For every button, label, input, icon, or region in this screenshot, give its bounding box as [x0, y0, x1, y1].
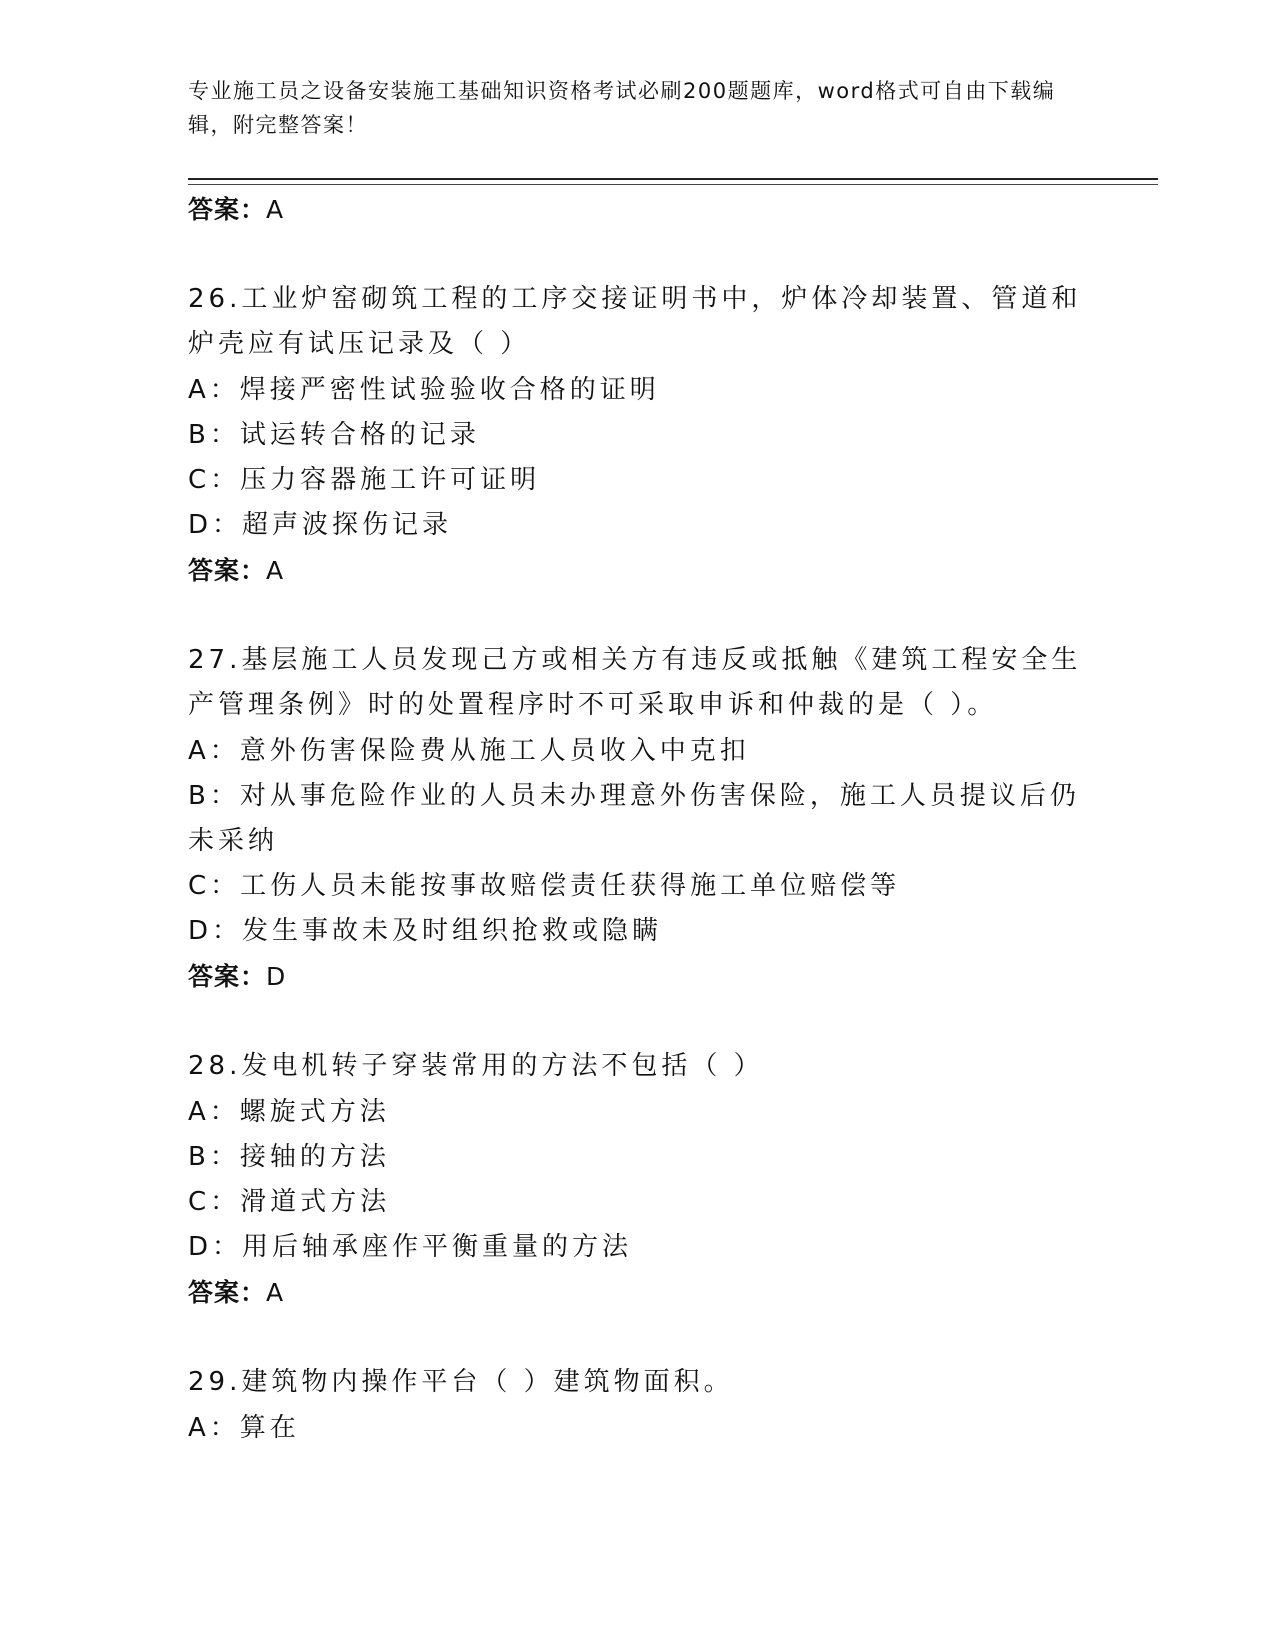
question-text: 28.发电机转子穿装常用的方法不包括（ ）: [188, 1051, 764, 1081]
header-divider-thin: [188, 184, 1158, 185]
document-header: 专业施工员之设备安装施工基础知识资格考试必刷200题题库，word格式可自由下载编辑，附完整答案！: [188, 79, 1056, 137]
answer-label: 答案：: [188, 1278, 267, 1307]
option-c: C：滑道式方法: [188, 1187, 391, 1217]
answer-value: D: [266, 962, 287, 991]
answer-line: [188, 548, 1088, 594]
question-text: 26.工业炉窑砌筑工程的工序交接证明书中，炉体冷却装置、管道和炉壳应有试压记录及（ ）: [188, 284, 1082, 359]
answer-label: 答案：: [188, 962, 267, 991]
option-c: C：压力容器施工许可证明: [188, 465, 541, 495]
question-block: [188, 638, 1088, 1000]
question-list: [188, 187, 1088, 1451]
answer-value: A: [266, 556, 285, 585]
answer-line: [188, 187, 1088, 233]
question-text: 29.建筑物内操作平台（ ）建筑物面积。: [188, 1367, 734, 1397]
option-a: A：螺旋式方法: [188, 1097, 390, 1127]
question-block: [188, 277, 1088, 594]
option-d: D：发生事故未及时组织抢救或隐瞒: [188, 916, 663, 946]
answer-line: [188, 954, 1088, 1000]
option-a: A：算在: [188, 1413, 300, 1443]
option-b: B：试运转合格的记录: [188, 420, 480, 450]
option-b: B：接轴的方法: [188, 1142, 390, 1172]
header-divider-thick: [188, 178, 1158, 180]
option-c: C：工伤人员未能按事故赔偿责任获得施工单位赔偿等: [188, 871, 901, 901]
answer-line: [188, 1270, 1088, 1316]
option-a: A：焊接严密性试验验收合格的证明: [188, 375, 660, 405]
answer-label: 答案：: [188, 195, 267, 224]
question-block: [188, 1360, 1088, 1451]
answer-value: A: [266, 195, 285, 224]
option-a: A：意外伤害保险费从施工人员收入中克扣: [188, 736, 750, 766]
question-text: 27.基层施工人员发现己方或相关方有违反或抵触《建筑工程安全生产管理条例》时的处置程序时不可采取申诉和仲裁的是（ ）。: [188, 645, 1082, 720]
question-block: [188, 1044, 1088, 1316]
option-d: D：超声波探伤记录: [188, 510, 453, 540]
answer-value: A: [266, 1278, 285, 1307]
option-d: D：用后轴承座作平衡重量的方法: [188, 1232, 633, 1262]
answer-label: 答案：: [188, 556, 267, 585]
option-b: B：对从事危险作业的人员未办理意外伤害保险，施工人员提议后仍未采纳: [188, 781, 1080, 856]
